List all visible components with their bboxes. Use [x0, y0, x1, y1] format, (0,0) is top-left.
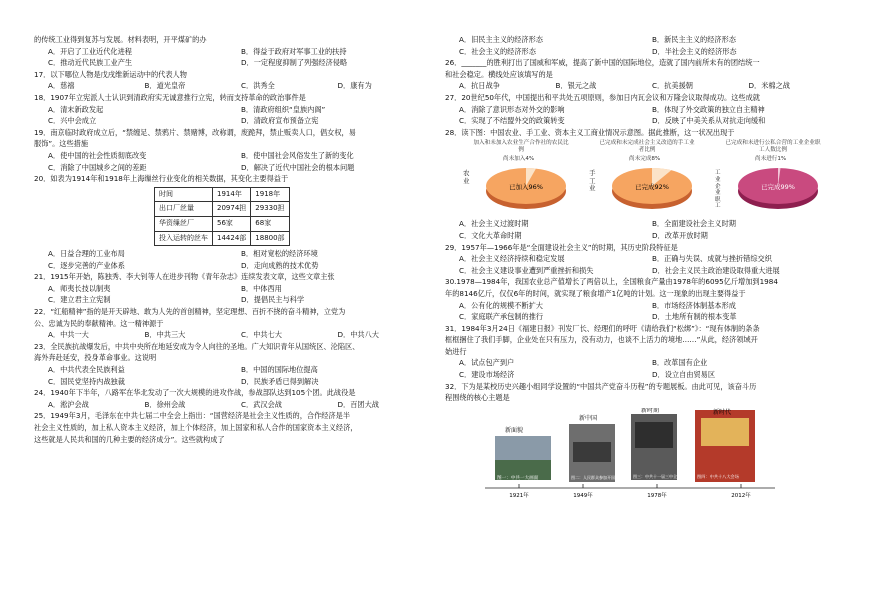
option: A．旧民主主义的经济形态 [459, 35, 543, 44]
option: A．日益合理的工业布局 [48, 249, 125, 259]
question-26-cont: 和社会稳定。横线处应该填写的是 [445, 69, 553, 79]
option: A．清末新政发起 [48, 104, 104, 114]
option: B．银元之战 [555, 81, 597, 91]
question-23-cont: 海外奔赴延安，投身革命事业。这说明 [34, 353, 157, 363]
answer-options [48, 364, 434, 387]
table-header-cell: 1918年 [251, 187, 289, 202]
option: A．中共一大 [48, 330, 89, 340]
option: D．一定程度抑制了列强经济侵略 [241, 58, 348, 68]
pie-remainder-label: 尚未进行1% [755, 156, 787, 163]
table-cell: 20974担 [213, 202, 251, 217]
answer-options [48, 248, 434, 271]
photo-third-plenum-hall [635, 422, 673, 448]
option: C．社会主义的经济形态 [459, 46, 536, 56]
option: C．实现了不结盟外交的政策转变 [459, 116, 565, 126]
photo-caption: 图一：中共一大画面 [497, 475, 539, 481]
option: D．半社会主义的经济形态 [652, 46, 737, 56]
option: C．消除了中国城乡之间的差距 [48, 162, 147, 172]
table-header-row [155, 187, 290, 202]
option: D．百团大战 [337, 399, 379, 409]
table-row [155, 231, 290, 246]
question-19-cont: 服饰”。这些措施 [34, 139, 89, 149]
question-32: 32．下为是某校历史兴趣小组同学设置的“中国共产党奋斗历程”的专题展板。由此可见，该奋斗历 [445, 381, 757, 391]
timeline-tag: 新中国 [579, 414, 598, 422]
option: D．走向成熟的技术优势 [241, 260, 319, 270]
option: D．民族矛盾已得到解决 [241, 376, 319, 386]
table-row [155, 216, 290, 231]
option: B．体现了外交政策的独立自主精神 [652, 104, 765, 114]
option: D．中共八大 [337, 330, 379, 340]
question-20: 20．如表为1914年和1918年上海缫丝行业变化的相关数据，其变化主要得益于 [34, 174, 289, 184]
table-cell: 56家 [213, 216, 251, 231]
option: B．清政府组织“皇族内阁” [241, 104, 326, 114]
option: B．中共三大 [144, 330, 186, 340]
option: B．正确与失误、成就与挫折错综交织 [652, 254, 772, 264]
option: B．改革国有企业 [652, 358, 708, 368]
question-27: 27．20世纪50年代，中国提出和平共处五项原则，参加日内瓦会议和万隆会议取得成功。这些成就 [445, 92, 760, 102]
question-31-cont: 始进行 [445, 346, 467, 356]
question-text: 的传统工业得到复苏与发展。材料表明，开平煤矿的办 [34, 35, 207, 44]
question-26: 26．_______的胜利打出了国威和军威，提高了新中国的国际地位，造就了国内前所未有的团结统一 [445, 58, 760, 68]
option: D．社会主义民主政治建设取得重大进展 [652, 265, 780, 275]
option: D．清政府宣布预备立宪 [241, 116, 319, 126]
option: B．全面建设社会主义时期 [652, 219, 736, 229]
question-29: 29．1957年—1966年是“全面建设社会主义”的时期，其历史阶段特征是 [445, 242, 678, 252]
option: C．文化大革命时期 [459, 230, 522, 240]
table-row [155, 202, 290, 217]
question-25-cont: 社会主义性质的，加上私人资本主义经济，加上个体经济，加上国家和私人合作的国家资本主义经济， [34, 423, 358, 432]
question-30-cont: 年的8146亿斤，仅仅6年的时间，就实现了粮食增产1亿吨的计划。这一现象的出现主要得益于 [445, 288, 746, 298]
option: D．反映了中美关系从对抗走向缓和 [652, 116, 766, 126]
answer-options [48, 150, 434, 173]
pie-graphic [483, 162, 569, 214]
option: C．社会主义建设事业遭到严重挫折和损失 [459, 265, 594, 275]
option: A．公有化的规模不断扩大 [459, 300, 543, 310]
option: C．洪秀全 [241, 81, 275, 91]
option: A．社会主义经济持续和稳定发展 [459, 254, 565, 264]
option: C．抗美援朝 [652, 81, 693, 91]
table-cell: 29330担 [251, 202, 289, 217]
option: A．慈禧 [48, 81, 75, 91]
pie-remainder-label: 尚未完成8% [629, 156, 661, 163]
pie-graphic [609, 162, 695, 214]
answer-options [48, 329, 434, 341]
question-25-cont: 这些就是人民共和国的几种主要的经济成分”。这些就构成了 [34, 434, 225, 444]
table-cell: 出口厂丝量 [155, 202, 213, 217]
option: A．使中国的社会性质彻底改变 [48, 150, 147, 160]
option: C．中共七大 [241, 330, 282, 340]
option: B．道光皇帝 [144, 81, 186, 91]
answer-options [48, 283, 434, 306]
answer-options [459, 253, 845, 276]
pie-remainder-label: 尚未加入4% [503, 156, 535, 163]
timeline-tag: 新面貌 [505, 426, 524, 434]
question-22-cont: 公、忠诚为民的奉献精神。这一精神源于 [34, 318, 164, 328]
option: D．土地所有制的根本变革 [652, 312, 737, 322]
option: C．建设市场经济 [459, 370, 515, 380]
pie-graphic [735, 162, 821, 214]
question-22: 22．“红船精神”指的是开天辟地、敢为人先的首创精神，坚定理想、百折不挠的奋斗精神，立党为 [34, 307, 346, 317]
photo-caption: 图四：中共十八大会场 [697, 473, 739, 479]
option: A．开启了工业近代化进程 [48, 46, 132, 56]
option: C．国民党坚持内战独裁 [48, 376, 125, 386]
answer-options [459, 218, 845, 241]
answer-options [459, 34, 845, 57]
photo-tiananmen [573, 442, 611, 462]
option: C．逐步完善的产业体系 [48, 260, 125, 270]
right-column [445, 34, 845, 503]
answer-options [48, 104, 434, 127]
question-28: 28．读下图：中国农业、手工业、资本主义工商业情况示意图。据此推断，这一状况出现于 [445, 127, 735, 137]
option: D．设立自由贸易区 [652, 370, 716, 380]
option: C．兴中会成立 [48, 116, 97, 126]
option: B．徐州会战 [144, 399, 186, 409]
question-32-cont: 程围绕的核心主题是 [445, 393, 510, 403]
answer-options [459, 80, 845, 92]
question-18: 18．1907年立宪派人士认识到清政府实无诚意推行立宪，转而支持革命的政治事件是 [34, 92, 306, 102]
timeline-tag: 新时代 [713, 408, 732, 416]
option: B．相对宽松的经济环境 [241, 249, 318, 259]
pie-side-label: 农业 [463, 169, 470, 185]
option: C．推动近代民族工业产生 [48, 58, 133, 68]
option: B．市场经济体制基本形成 [652, 300, 736, 310]
option: A．消除了意识形态对外交的影响 [459, 104, 565, 114]
question-24: 24．1940年下半年，八路军在华北发动了一次大规模的进攻作战，参战部队达到105个团。此战役是 [34, 388, 356, 398]
question-17: 17．以下哪位人物是戊戌维新运动中的代表人物 [34, 69, 187, 79]
option: B．中国的国际地位提高 [241, 365, 318, 375]
answer-options [459, 300, 845, 323]
pie-caption: 加入和未加入农业生产合作社的农民比例 [473, 140, 569, 154]
answer-options [459, 357, 845, 380]
option: A．社会主义过渡时期 [459, 219, 529, 229]
table-header-cell: 1914年 [213, 187, 251, 202]
pie-slice-label: 已加入96% [509, 183, 543, 192]
option: D．解决了近代中国社会的根本问题 [241, 162, 355, 172]
option: C．建立君主立宪制 [48, 295, 111, 305]
option: A．试点包产到户 [459, 358, 515, 368]
option: B．中体西用 [241, 283, 282, 293]
pie-charts-figure [463, 140, 845, 216]
table-cell: 68家 [251, 216, 289, 231]
question-21: 21．1915年开始，陈独秀、李大钊等人在进步刊物《青年杂志》连续发表文章，这些文章主张 [34, 272, 335, 282]
timeline-year: 1978年 [647, 492, 667, 499]
silk-data-table [154, 187, 290, 246]
option: D．康有为 [337, 81, 372, 91]
option: B．得益于政府对军事工业的扶持 [241, 46, 347, 56]
question-30: 30.1978—1984年，我国农业总产值增长了两倍以上，全国粮食产量由1978年的6095亿斤增加到1984 [445, 277, 778, 287]
answer-options [48, 46, 434, 69]
history-timeline-figure [445, 408, 845, 500]
question-31: 31．1984年3月24日《福建日报》刊发厂长、经理们的呼吁《请给我们“松绑”》：“现有体制的条条 [445, 323, 760, 333]
timeline-year: 1949年 [573, 492, 593, 499]
pie-slice-label: 已完成92% [635, 183, 669, 192]
pie-chart-agriculture [463, 140, 571, 216]
option: A．抗日战争 [459, 81, 500, 91]
option: D．提倡民主与科学 [241, 295, 305, 305]
timeline-tag: 新时期 [641, 407, 660, 414]
table-cell: 14424部 [213, 231, 251, 246]
pie-caption: 已完成和未进行公私合营的工业企业职工人数比例 [725, 140, 821, 154]
left-column [34, 34, 434, 445]
option: B．新民主主义的经济形态 [652, 35, 736, 44]
question-25: 25．1949年3月，毛泽东在中共七届二中全会上指出：“国营经济是社会主义性质的，合作经济是半 [34, 411, 351, 421]
pie-side-label: 工业企业职工 [715, 170, 721, 210]
photo-caption: 图三：中共十一届三中全会 [633, 473, 681, 479]
question-19: 19．南京临时政府成立后，“禁缠足、禁鸦片、禁赌博，改称谓，废跪拜，禁止贩卖人口，倡女权，易 [34, 127, 356, 137]
answer-options [459, 104, 845, 127]
pie-chart-handicraft [589, 140, 697, 216]
photo-18th-congress-stage [701, 418, 749, 446]
option: A．中共代表全民族利益 [48, 365, 125, 375]
option: D．米棉之战 [748, 81, 790, 91]
question-23: 23．全民族抗战爆发后，中共中央所在地延安成为令人向往的圣地。广大知识青年从国统区、沦陷区、 [34, 341, 360, 351]
timeline-year: 2012年 [731, 492, 751, 499]
pie-chart-industry [715, 140, 823, 216]
answer-options [48, 399, 434, 411]
timeline-year: 1921年 [509, 492, 529, 499]
table-cell: 18800部 [251, 231, 289, 246]
answer-options [48, 80, 434, 92]
pie-side-label: 手工业 [589, 169, 596, 193]
table-cell: 华资缫丝厂 [155, 216, 213, 231]
table-header-cell: 时间 [155, 187, 213, 202]
option: C．家庭联产承包制的推行 [459, 312, 544, 322]
option: A．淞沪会战 [48, 399, 89, 409]
question-31-cont: 框框捆住了我们手脚，企业处在只有压力，没有动力，也谈不上活力的境地……”从此，经济领域开 [445, 335, 758, 345]
option: B．使中国社会风俗发生了新的变化 [241, 150, 354, 160]
pie-caption: 已完成和未完成社会主义改造的手工业者比例 [599, 140, 695, 154]
table-cell: 投入运转的丝车 [155, 231, 213, 246]
option: A．师夷长技以制夷 [48, 283, 111, 293]
pie-slice-label: 已完成99% [761, 183, 795, 192]
option: D．改革开放时期 [652, 230, 708, 240]
option: C．武汉会战 [241, 399, 282, 409]
photo-caption: 图二：人民群众参加开国大典 [571, 474, 623, 480]
